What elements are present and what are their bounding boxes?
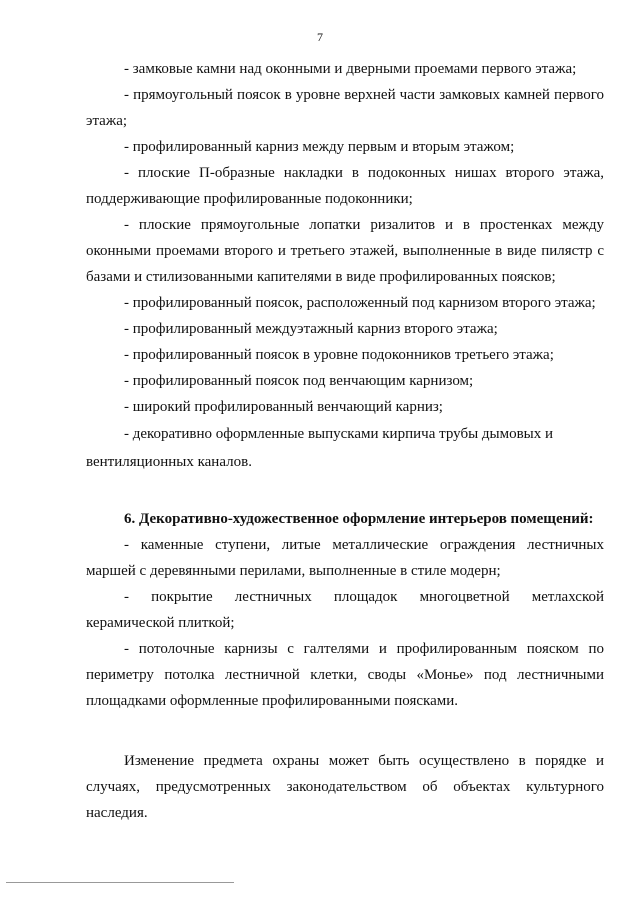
list-item: - потолочные карнизы с галтелями и профилированным пояском по периметру потолка лестничной клетки, своды «Монье» под лестничными площадками оформленные профилированными поясками. xyxy=(86,641,604,709)
list-item: - прямоугольный поясок в уровне верхней части замковых камней первого этажа; xyxy=(86,87,604,129)
list-item: - широкий профилированный венчающий карниз; xyxy=(124,399,443,415)
list-item: - каменные ступени, литые металлические ограждения лестничных маршей с деревянными перилами, выполненные в стиле модерн; xyxy=(86,537,604,579)
page-number: 7 xyxy=(317,30,323,44)
list-item: - покрытие лестничных площадок многоцветной метлахской керамической плиткой; xyxy=(86,589,604,631)
list-item: - плоские П-образные накладки в подоконных нишах второго этажа, поддерживающие профилированные подоконники; xyxy=(86,165,604,207)
section-heading: 6. Декоративно-художественное оформление интерьеров помещений: xyxy=(124,511,594,527)
list-item: - профилированный поясок под венчающим карнизом; xyxy=(124,373,474,389)
list-item: - профилированный поясок, расположенный под карнизом второго этажа; xyxy=(124,295,596,311)
list-item: - профилированный поясок в уровне подоконников третьего этажа; xyxy=(124,347,554,363)
list-item: - профилированный карниз между первым и вторым этажом; xyxy=(124,139,515,155)
list-item: - замковые камни над оконными и дверными проемами первого этажа; xyxy=(124,61,577,77)
list-item: - декоративно оформленные выпусками кирпича трубы дымовых и вентиляционных каналов. xyxy=(86,426,554,470)
footer-divider xyxy=(6,882,234,883)
closing-paragraph: Изменение предмета охраны может быть осуществлено в порядке и случаях, предусмотренных законодательством об объектах культурного наследия. xyxy=(86,753,604,821)
list-item: - профилированный междуэтажный карниз второго этажа; xyxy=(124,321,498,337)
document-body xyxy=(86,56,604,826)
list-item: - плоские прямоугольные лопатки ризалитов и в простенках между оконными проемами второго и третьего этажей, выполненные в виде пилястр с базами и стилизованными капителями в виде профилированных поясков; xyxy=(86,217,604,285)
